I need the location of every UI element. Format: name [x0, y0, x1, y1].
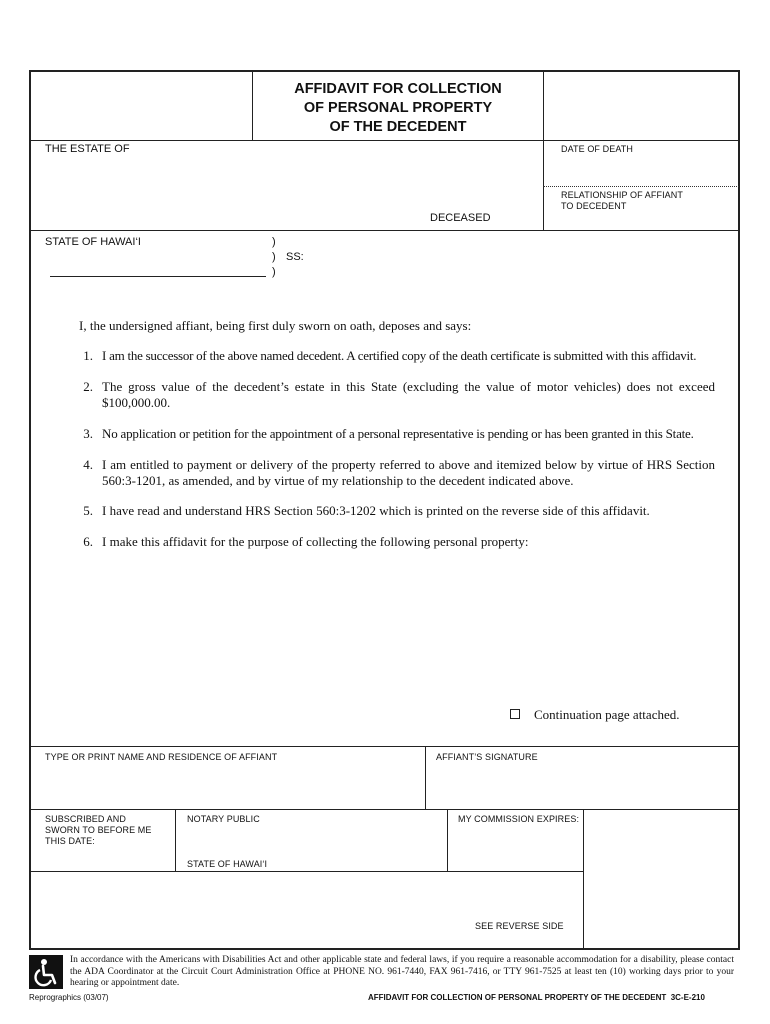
continuation-label: Continuation page attached.	[534, 707, 680, 722]
venue-paren-2: )	[272, 251, 276, 263]
subscribed-label-line-3: THIS DATE:	[45, 836, 95, 846]
title-bottom-rule	[30, 140, 739, 141]
paragraph-6	[77, 534, 715, 550]
paragraph-number: 3.	[83, 426, 93, 441]
wheelchair-icon	[29, 955, 63, 989]
relationship-label-line-1: RELATIONSHIP OF AFFIANT	[561, 190, 683, 200]
paragraph-number: 4.	[83, 457, 93, 472]
affiant-top-rule	[30, 746, 739, 747]
footer-title	[368, 993, 705, 1002]
subscribed-label-line-1: SUBSCRIBED AND	[45, 814, 126, 824]
form-number: 3C-E-210	[670, 993, 705, 1002]
paragraph-1	[77, 348, 715, 364]
form-title-line-2: OF PERSONAL PROPERTY	[303, 100, 493, 116]
paragraph-number: 5.	[83, 503, 93, 518]
paragraph-number: 2.	[83, 379, 93, 394]
intro-statement: I, the undersigned affiant, being first duly sworn on oath, deposes and says:	[79, 318, 472, 333]
date-of-death-rule	[543, 186, 739, 187]
paragraph-5	[77, 503, 715, 519]
notary-bottom-rule	[30, 871, 584, 872]
estate-bottom-rule	[30, 230, 739, 231]
venue-paren-1: )	[272, 236, 276, 248]
footer-title-text: AFFIDAVIT FOR COLLECTION OF PERSONAL PROPERTY OF THE DECEDENT	[368, 993, 667, 1002]
paragraph-text: I am the successor of the above named decedent. A certified copy of the death certificate is submitted with this affidavit.	[102, 348, 697, 363]
commission-divider	[447, 809, 448, 872]
subscribed-label-line-2: SWORN TO BEFORE ME	[45, 825, 152, 835]
paragraph-2	[77, 379, 715, 411]
form-title-line-3: OF THE DECEDENT	[329, 119, 467, 135]
subscribed-label	[45, 814, 151, 847]
paragraph-4	[77, 457, 715, 489]
form-title	[253, 80, 543, 137]
paragraph-3	[77, 426, 715, 442]
paragraph-text: No application or petition for the appointment of a personal representative is pending or has been granted in this State.	[102, 426, 694, 441]
see-reverse-label: SEE REVERSE SIDE	[475, 921, 564, 931]
commission-expires-label: MY COMMISSION EXPIRES:	[458, 814, 580, 824]
county-blank-line[interactable]	[50, 276, 266, 277]
continuation-checkbox[interactable]	[510, 709, 520, 719]
notary-public-label: NOTARY PUBLIC	[187, 814, 260, 824]
affiant-bottom-rule	[30, 809, 739, 810]
seal-area-divider	[583, 809, 584, 949]
deceased-label: DECEASED	[430, 212, 491, 224]
estate-of-label: THE ESTATE OF	[45, 143, 130, 155]
form-title-line-1: AFFIDAVIT FOR COLLECTION	[294, 81, 502, 97]
paragraph-number: 1.	[83, 348, 93, 363]
date-of-death-divider	[543, 140, 544, 230]
relationship-label-line-2: TO DECEDENT	[561, 201, 627, 211]
venue-state-label: STATE OF HAWAI‘I	[45, 236, 141, 248]
paragraph-text: I have read and understand HRS Section 560:3-1202 which is printed on the reverse side of this affidavit.	[102, 503, 650, 518]
date-of-death-label: DATE OF DEATH	[561, 144, 633, 154]
reprographics-label: Reprographics (03/07)	[29, 993, 109, 1002]
relationship-label	[561, 190, 683, 212]
paragraph-text: The gross value of the decedent’s estate in this State (excluding the value of motor vehicles) does not exceed $100,000.00.	[102, 379, 715, 410]
title-right-border	[543, 71, 544, 141]
paragraph-text: I am entitled to payment or delivery of the property referred to above and itemized below by virtue of HRS Section 560:3-1201, as amended, and by virtue of my relationship to the decedent indicated above.	[102, 457, 715, 488]
notary-state-label: STATE OF HAWAI‘I	[187, 859, 268, 869]
affiant-name-label: TYPE OR PRINT NAME AND RESIDENCE OF AFFIANT	[45, 752, 278, 762]
affiant-signature-divider	[425, 746, 426, 809]
ada-notice: In accordance with the Americans with Disabilities Act and other applicable state and federal laws, if you require a reasonable accommodation for a disability, please contact the ADA Coordinator at the Circuit Court Administration Office at PHONE NO. 961-7440, FAX 961-7416, or TTY 961-7525 at least ten (10) working days prior to your hearing or appointment date.	[70, 955, 734, 988]
notary-left-divider	[175, 809, 176, 872]
venue-ss-label: SS:	[286, 251, 304, 263]
paragraph-text: I make this affidavit for the purpose of collecting the following personal property:	[102, 534, 529, 549]
affiant-signature-label: AFFIANT’S SIGNATURE	[436, 752, 538, 762]
venue-paren-3: )	[272, 266, 276, 278]
paragraph-number: 6.	[83, 534, 93, 549]
